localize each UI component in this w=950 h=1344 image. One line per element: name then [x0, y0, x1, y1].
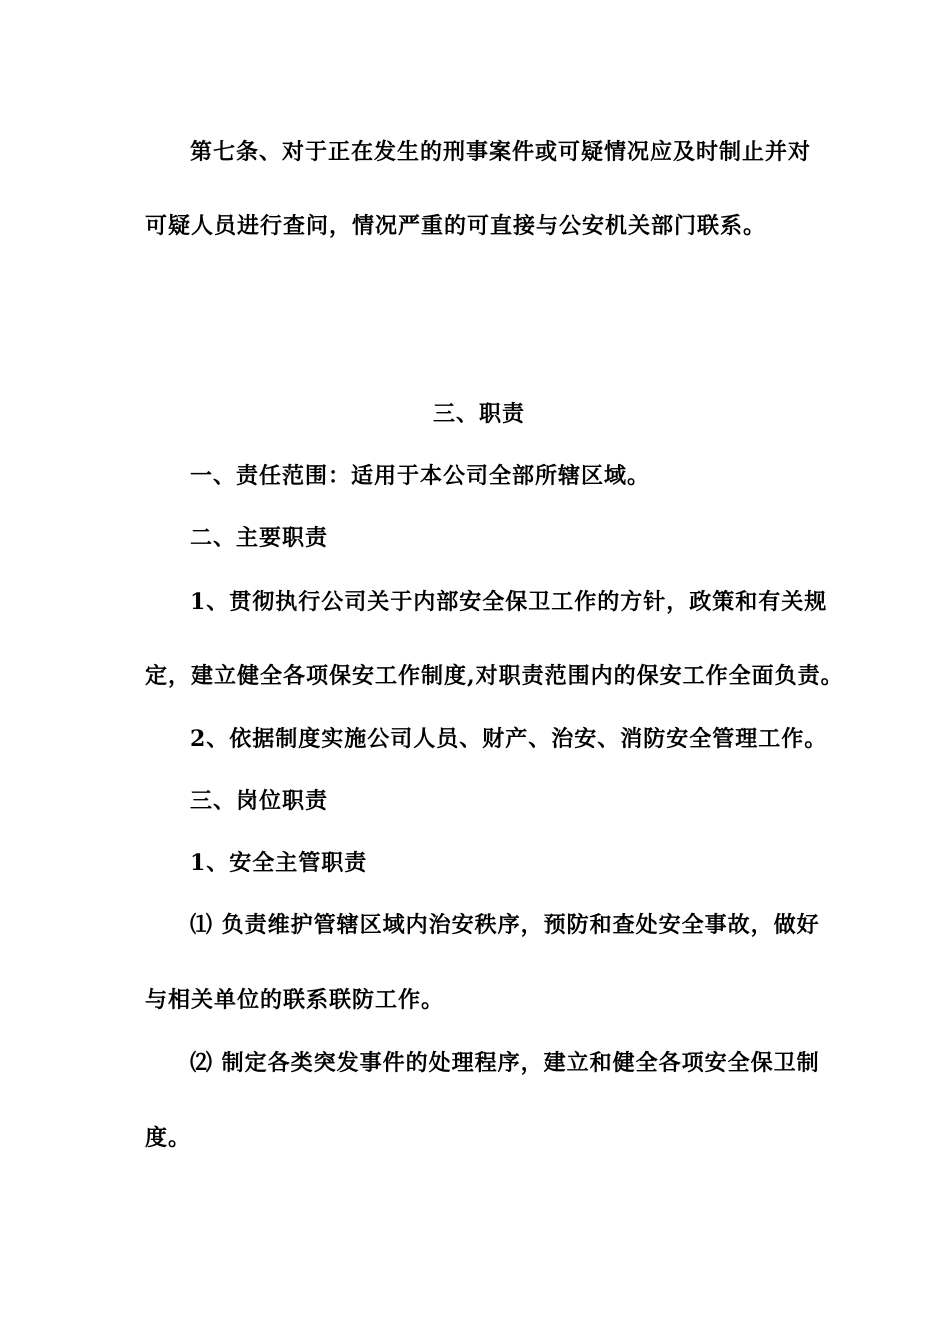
duty-1-line-1: 1、贯彻执行公司关于内部安全保卫工作的方针，政策和有关规: [190, 589, 828, 615]
supervisor-duties-heading: 1、安全主管职责: [190, 850, 368, 876]
item-2-line-1: ⑵ 制定各类突发事件的处理程序，建立和健全各项安全保卫制: [190, 1050, 820, 1076]
scope-paragraph: 一、责任范围：适用于本公司全部所辖区域。: [190, 463, 651, 489]
main-duties-heading: 二、主要职责: [190, 525, 329, 551]
post-duties-heading: 三、岗位职责: [190, 788, 329, 814]
duty-2-paragraph: 2、依据制度实施公司人员、财产、治安、消防安全管理工作。: [190, 726, 828, 752]
item-1-line-2: 与相关单位的联系联防工作。: [145, 987, 445, 1013]
item-2-line-2: 度。: [145, 1125, 192, 1151]
paragraph-7-line-1: 第七条、对于正在发生的刑事案件或可疑情况应及时制止并对: [190, 139, 812, 165]
item-1-line-1: ⑴ 负责维护管辖区域内治安秩序，预防和查处安全事故，做好: [190, 912, 820, 938]
section-heading: 三、职责: [433, 401, 526, 427]
duty-1-line-2: 定，建立健全各项保安工作制度,对职责范围内的保安工作全面负责。: [145, 663, 844, 689]
paragraph-7-line-2: 可疑人员进行查问，情况严重的可直接与公安机关部门联系。: [145, 213, 767, 239]
